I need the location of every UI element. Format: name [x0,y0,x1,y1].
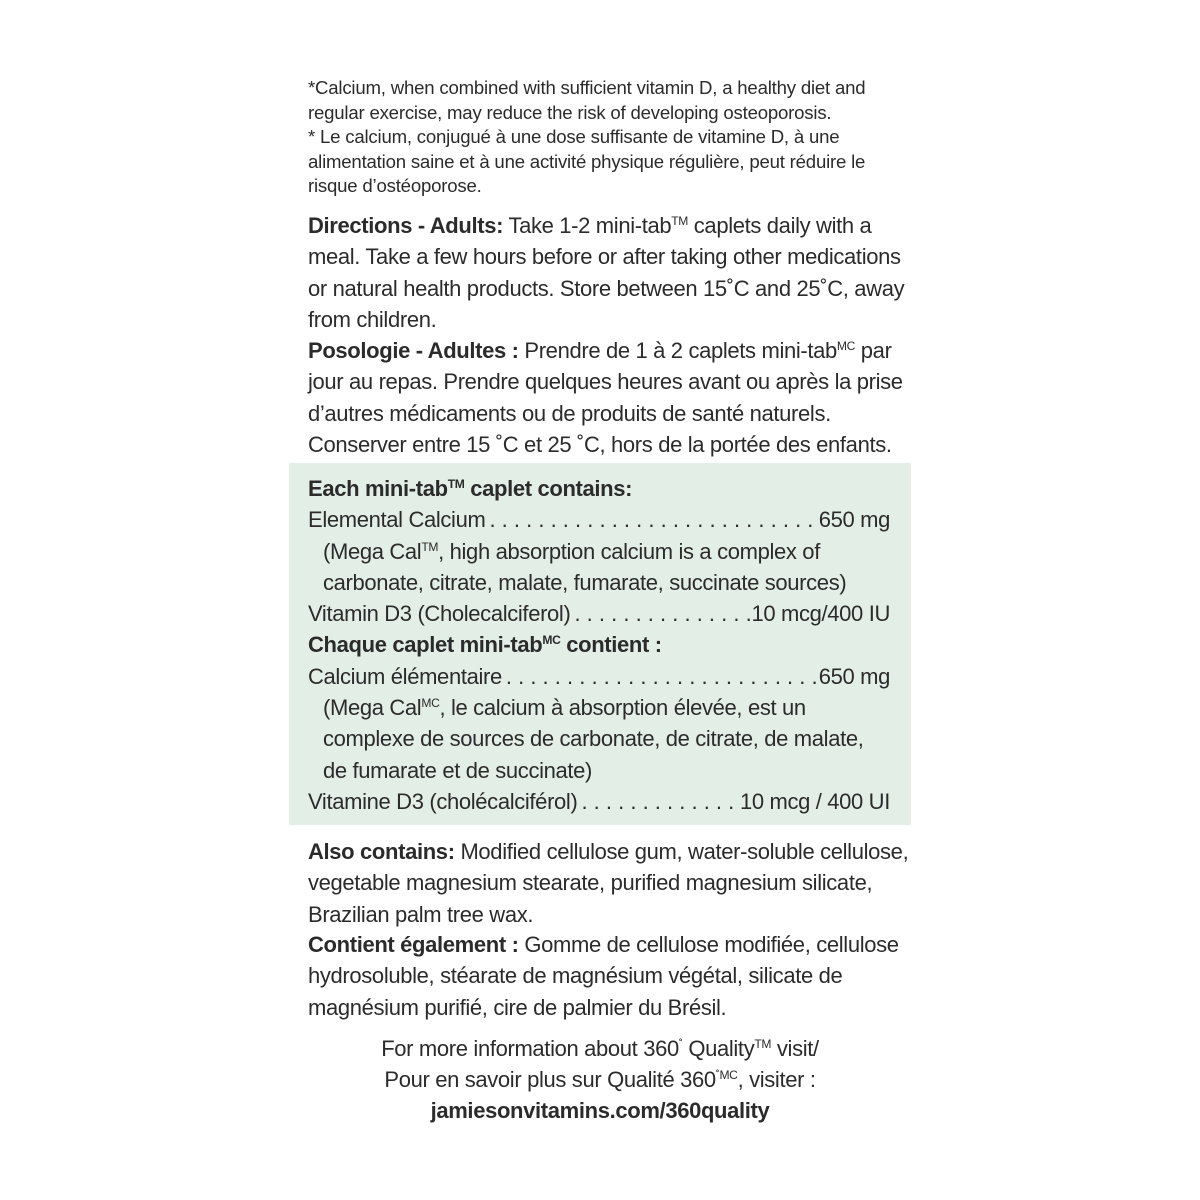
quality-footer [300,1033,900,1126]
ingredient-amount: 650 mg [818,507,890,533]
contient-text: Gomme de cellulose modifiée, cellulose [518,932,899,957]
claim-en-line: regular exercise, may reduce the risk of developing osteoporosis. [308,101,832,123]
ingredient-note: de fumarate et de succinate) [323,757,593,783]
facts-heading-en: Each mini-tab™ caplet contains: [308,476,633,501]
ingredient-amount: 10 mcg / 400 UI [739,788,890,814]
also-text: vegetable magnesium stearate, purified magnesium silicate, [308,870,873,896]
contient-label: Contient également : [308,932,519,957]
footer-fr: Pour en savoir plus sur Qualité $360^{˚MC}$, visiter : [384,1067,816,1092]
ingredient-row-vitamin-d3 [308,598,890,629]
osteoporosis-claim [308,76,908,199]
dot-leader [502,661,819,692]
claim-en-line: *Calcium, when combined with sufficient vitamin D, a healthy diet and [308,77,866,98]
directions-fr [308,335,908,460]
supplement-facts [308,473,890,817]
directions-text: Take 1-2 mini-tab [503,213,672,238]
trademark-mark: TM [671,214,689,229]
directions-label: Directions - Adults: [308,213,504,238]
ingredient-note: carbonate, citrate, malate, fumarate, succinate sources) [323,569,847,595]
dot-leader [577,786,739,817]
directions-text: or natural health products. Store between 15˚C and 25˚C, away [308,275,905,301]
also-text: Brazilian palm tree wax. [308,901,534,927]
posologie-text: Prendre de 1 à 2 caplets mini-tab [518,338,837,363]
footer-en: For more information about 360˚ Quality™ visit/ [381,1036,819,1061]
ingredient-note: complexe de sources de carbonate, de citrate, de malate, [323,726,864,752]
directions-text: from children. [308,306,437,332]
also-contains-en [308,836,908,930]
ingredient-row-calcium [308,504,890,535]
contient-text: hydrosoluble, stéarate de magnésium végétal, silicate de [308,963,843,989]
claim-fr-line: risque d’ostéoporose. [308,175,482,196]
ingredient-name: Vitamin D3 (Cholecalciferol) [308,601,571,627]
ingredient-row-calcium-fr [308,661,890,692]
ingredient-name: Calcium élémentaire [308,663,502,689]
posologie-text: Conserver entre 15 ˚C et 25 ˚C, hors de la portée des enfants. [308,431,892,457]
directions-text: caplets daily with a [688,213,872,238]
ingredient-amount: 650 mg [818,663,890,689]
posologie-text: par [855,338,892,363]
ingredient-name: Vitamine D3 (cholécalciférol) [308,788,578,814]
ingredient-note: (Mega Cal$^{MC}$, le calcium à absorption élevée, est un [323,695,806,721]
dot-leader [485,504,818,535]
also-contains-fr [308,929,908,1023]
ingredient-row-vitamin-d3-fr [308,786,890,817]
contient-text: magnésium purifié, cire de palmier du Brésil. [308,994,727,1020]
claim-fr-line: alimentation saine et à une activité physique régulière, peut réduire le [308,150,866,172]
ingredient-note: (Mega Cal™, high absorption calcium is a complex of [323,538,820,564]
directions-text: meal. Take a few hours before or after taking other medications [308,244,901,270]
ingredient-name: Elemental Calcium [308,507,486,533]
trademark-mark: MC [836,339,856,354]
claim-fr-line: * Le calcium, conjugué à une dose suffisante de vitamine D, à une [308,126,840,147]
quality-url: jamiesonvitamins.com/360quality [430,1098,770,1123]
also-text: Modified cellulose gum, water-soluble cellulose, [454,839,909,864]
facts-heading-fr: Chaque caplet mini-tab$^{MC}$ contient : [308,632,662,658]
posologie-label: Posologie - Adultes : [308,338,519,363]
also-label: Also contains: [308,839,455,864]
ingredient-amount: 10 mcg/400 IU [751,601,890,627]
posologie-text: d’autres médicaments ou de produits de santé naturels. [308,400,831,426]
posologie-text: jour au repas. Prendre quelques heures avant ou après la prise [308,369,903,395]
directions-en [308,210,908,335]
dot-leader [570,598,751,629]
